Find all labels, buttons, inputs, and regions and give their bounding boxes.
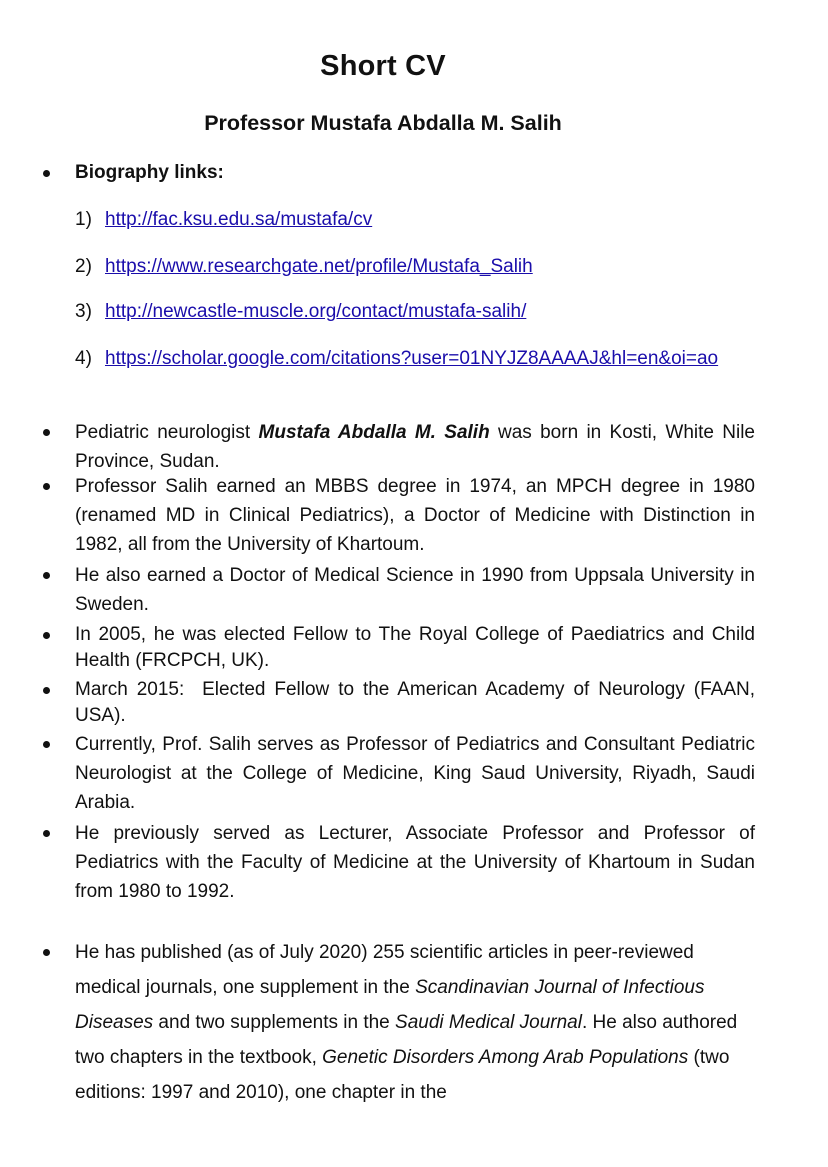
page-title: Short CV — [320, 50, 446, 82]
bullet-text: (two editions: 1997 and 2010), one chapter in the — [75, 1047, 730, 1103]
link-number: 1) — [75, 209, 92, 230]
bio-bullet-degrees — [75, 472, 755, 559]
bullet-person-name: Mustafa Abdalla M. Salih — [258, 422, 490, 443]
bullet-icon — [43, 830, 50, 837]
book-title: Genetic Disorders Among Arab Populations — [322, 1047, 689, 1068]
bullet-text: was born in Kosti, White Nile Province, Sudan. — [75, 422, 756, 472]
bullet-text: In 2005, he was elected Fellow to The Royal College of Paediatrics and Child Health (FRCPCH, UK). — [75, 624, 755, 671]
journal-title: Saudi Medical Journal — [395, 1012, 582, 1033]
bullet-icon — [43, 632, 50, 639]
link-url[interactable]: https://www.researchgate.net/profile/Mustafa_Salih — [105, 256, 533, 277]
biography-link-1 — [75, 208, 755, 232]
journal-title: Scandinavian Journal of Infectious Diseases — [75, 977, 705, 1033]
bullet-text: . He also authored two chapters in the textbook, — [75, 1012, 738, 1068]
bio-bullet-uppsala — [75, 561, 755, 619]
bio-bullet-frcpch — [75, 622, 755, 674]
bio-bullet-current-role — [75, 730, 755, 817]
biography-section — [75, 161, 755, 185]
person-name-heading: Professor Mustafa Abdalla M. Salih — [204, 111, 562, 135]
link-number: 3) — [75, 301, 92, 322]
bullet-text: He also earned a Doctor of Medical Science in 1990 from Uppsala University in Sweden. — [75, 565, 755, 615]
bio-bullet-faan — [75, 677, 761, 729]
link-url[interactable]: https://scholar.google.com/citations?user=01NYJZ8AAAAJ&hl=en&oi=ao — [105, 348, 719, 369]
bio-bullet-khartoum — [75, 819, 755, 906]
link-url[interactable]: http://fac.ksu.edu.sa/mustafa/cv — [105, 209, 373, 230]
bullet-icon — [43, 170, 50, 177]
bio-bullet-publications — [75, 935, 747, 1110]
bullet-text: Professor Salih earned an MBBS degree in 1974, an MPCH degree in 1980 (renamed MD in Clinical Pediatrics), a Doctor of Medicine with Distinction in 1982, all from the University of Khartoum. — [75, 476, 755, 555]
biography-link-3 — [75, 300, 755, 324]
link-number: 2) — [75, 256, 92, 277]
bullet-icon — [43, 741, 50, 748]
bullet-icon — [43, 483, 50, 490]
bullet-text: March 2015: Elected Fellow to the American Academy of Neurology (FAAN, USA). — [75, 679, 761, 726]
bullet-icon — [43, 949, 50, 956]
bullet-text: He has published (as of July 2020) 255 scientific articles in peer-reviewed medical journals, one supplement in the — [75, 942, 694, 998]
biography-label: Biography links: — [75, 162, 224, 183]
bullet-text: He previously served as Lecturer, Associate Professor and Professor of Pediatrics with the Faculty of Medicine at the University of Khartoum in Sudan from 1980 to 1992. — [75, 823, 755, 902]
link-number: 4) — [75, 348, 92, 369]
bullet-icon — [43, 687, 50, 694]
bullet-text: and two supplements in the — [153, 1012, 396, 1033]
biography-link-4 — [75, 347, 755, 371]
bullet-icon — [43, 572, 50, 579]
bio-bullet-birth — [75, 418, 755, 476]
bullet-icon — [43, 429, 50, 436]
bullet-text: Currently, Prof. Salih serves as Professor of Pediatrics and Consultant Pediatric Neurologist at the College of Medicine, King Saud University, Riyadh, Saudi Arabia. — [75, 734, 755, 813]
link-url[interactable]: http://newcastle-muscle.org/contact/mustafa-salih/ — [105, 301, 527, 322]
biography-link-2 — [75, 255, 755, 279]
bullet-text: Pediatric neurologist — [75, 422, 259, 443]
